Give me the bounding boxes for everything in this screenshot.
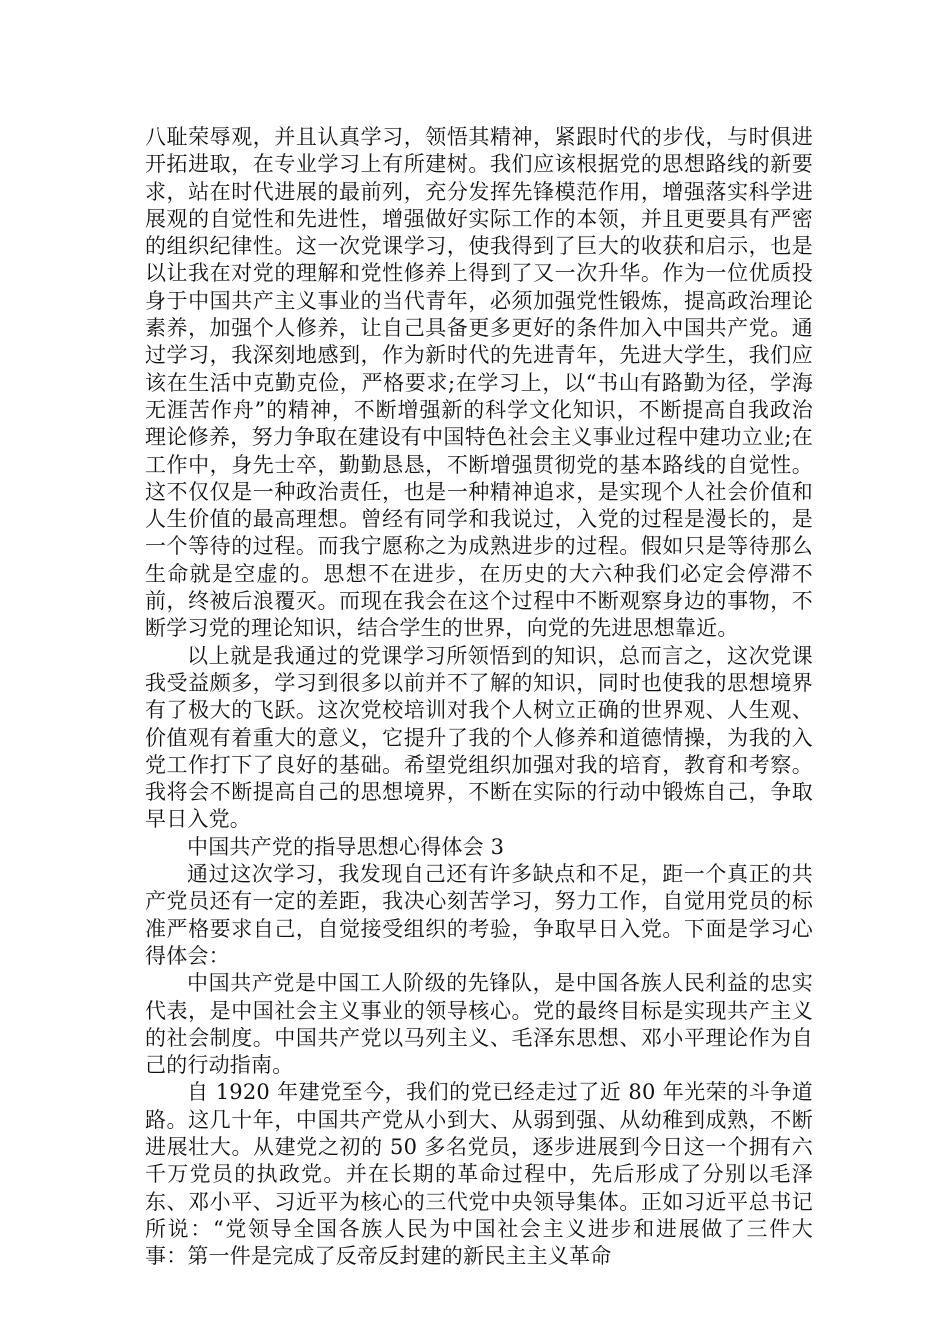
paragraph-2: 以上就是我通过的党课学习所领悟到的知识，总而言之，这次党课我受益颇多，学习到很多以前并不了解的知识，同时也使我的思想境界有了极大的飞跃。这次党校培训对我个人树立正确的世界观、人生观、价值观有着重大的意义，它提升了我的个人修养和道德情操，为我的入党工作打下了良好的基础。希望党组织加强对我的培育，教育和考察。我将会不断提高自己的思想境界，不断在实际的行动中锻炼自己，争取早日入党。 [145, 643, 813, 832]
paragraph-5: 自 1920 年建党至今，我们的党已经走过了近 80 年光荣的斗争道路。这几十年，中国共产党从小到大、从弱到强、从幼稚到成熟，不断进展壮大。从建党之初的 50 多名党员，逐步进展到今日这一个拥有六千万党员的执政党。并在长期的革命过程中，先后形成了分别以毛泽东、邓小平、习近平为核心的三代党中央领导集体。正如习近平总书记所说：“党领导全国各族人民为中国社会主义进步和进展做了三件大事：第一件是完成了反帝反封建的新民主主义革命 [145, 1080, 813, 1269]
document-body [145, 124, 813, 1270]
paragraph-1: 八耻荣辱观，并且认真学习，领悟其精神，紧跟时代的步伐，与时俱进开拓进取，在专业学习上有所建树。我们应该根据党的思想路线的新要求，站在时代进展的最前列，充分发挥先锋模范作用，增强落实科学进展观的自觉性和先进性，增强做好实际工作的本领，并且更要具有严密的组织纪律性。这一次党课学习，使我得到了巨大的收获和启示，也是以让我在对党的理解和党性修养上得到了又一次升华。作为一位优质投身于中国共产主义事业的当代青年，必须加强党性锻炼，提高政治理论素养，加强个人修养，让自己具备更多更好的条件加入中国共产党。通过学习，我深刻地感到，作为新时代的先进青年，先进大学生，我们应该在生活中克勤克俭，严格要求;在学习上，以“书山有路勤为径，学海无涯苦作舟”的精神，不断增强新的科学文化知识，不断提高自我政治理论修养，努力争取在建设有中国特色社会主义事业过程中建功立业;在工作中，身先士卒，勤勤恳恳，不断增强贯彻党的基本路线的自觉性。这不仅仅是一种政治责任，也是一种精神追求，是实现个人社会价值和人生价值的最高理想。曾经有同学和我说过，入党的过程是漫长的，是一个等待的过程。而我宁愿称之为成熟进步的过程。假如只是等待那么生命就是空虚的。思想不在进步，在历史的大六种我们必定会停滞不前，终被后浪覆灭。而现在我会在这个过程中不断观察身边的事物，不断学习党的理论知识，结合学生的世界，向党的先进思想靠近。 [145, 125, 813, 641]
paragraph-3: 通过这次学习，我发现自己还有许多缺点和不足，距一个真正的共产党员还有一定的差距，我决心刻苦学习，努力工作，自觉用党员的标准严格要求自己，自觉接受组织的考验，争取早日入党。下面是学习心得体会： [145, 862, 813, 968]
section-heading: 中国共产党的指导思想心得体会 3 [187, 834, 505, 859]
paragraph-4: 中国共产党是中国工人阶级的先锋队，是中国各族人民利益的忠实代表，是中国社会主义事业的领导核心。党的最终目标是实现共产主义的社会制度。中国共产党以马列主义、毛泽东思想、邓小平理论作为自己的行动指南。 [145, 971, 813, 1078]
